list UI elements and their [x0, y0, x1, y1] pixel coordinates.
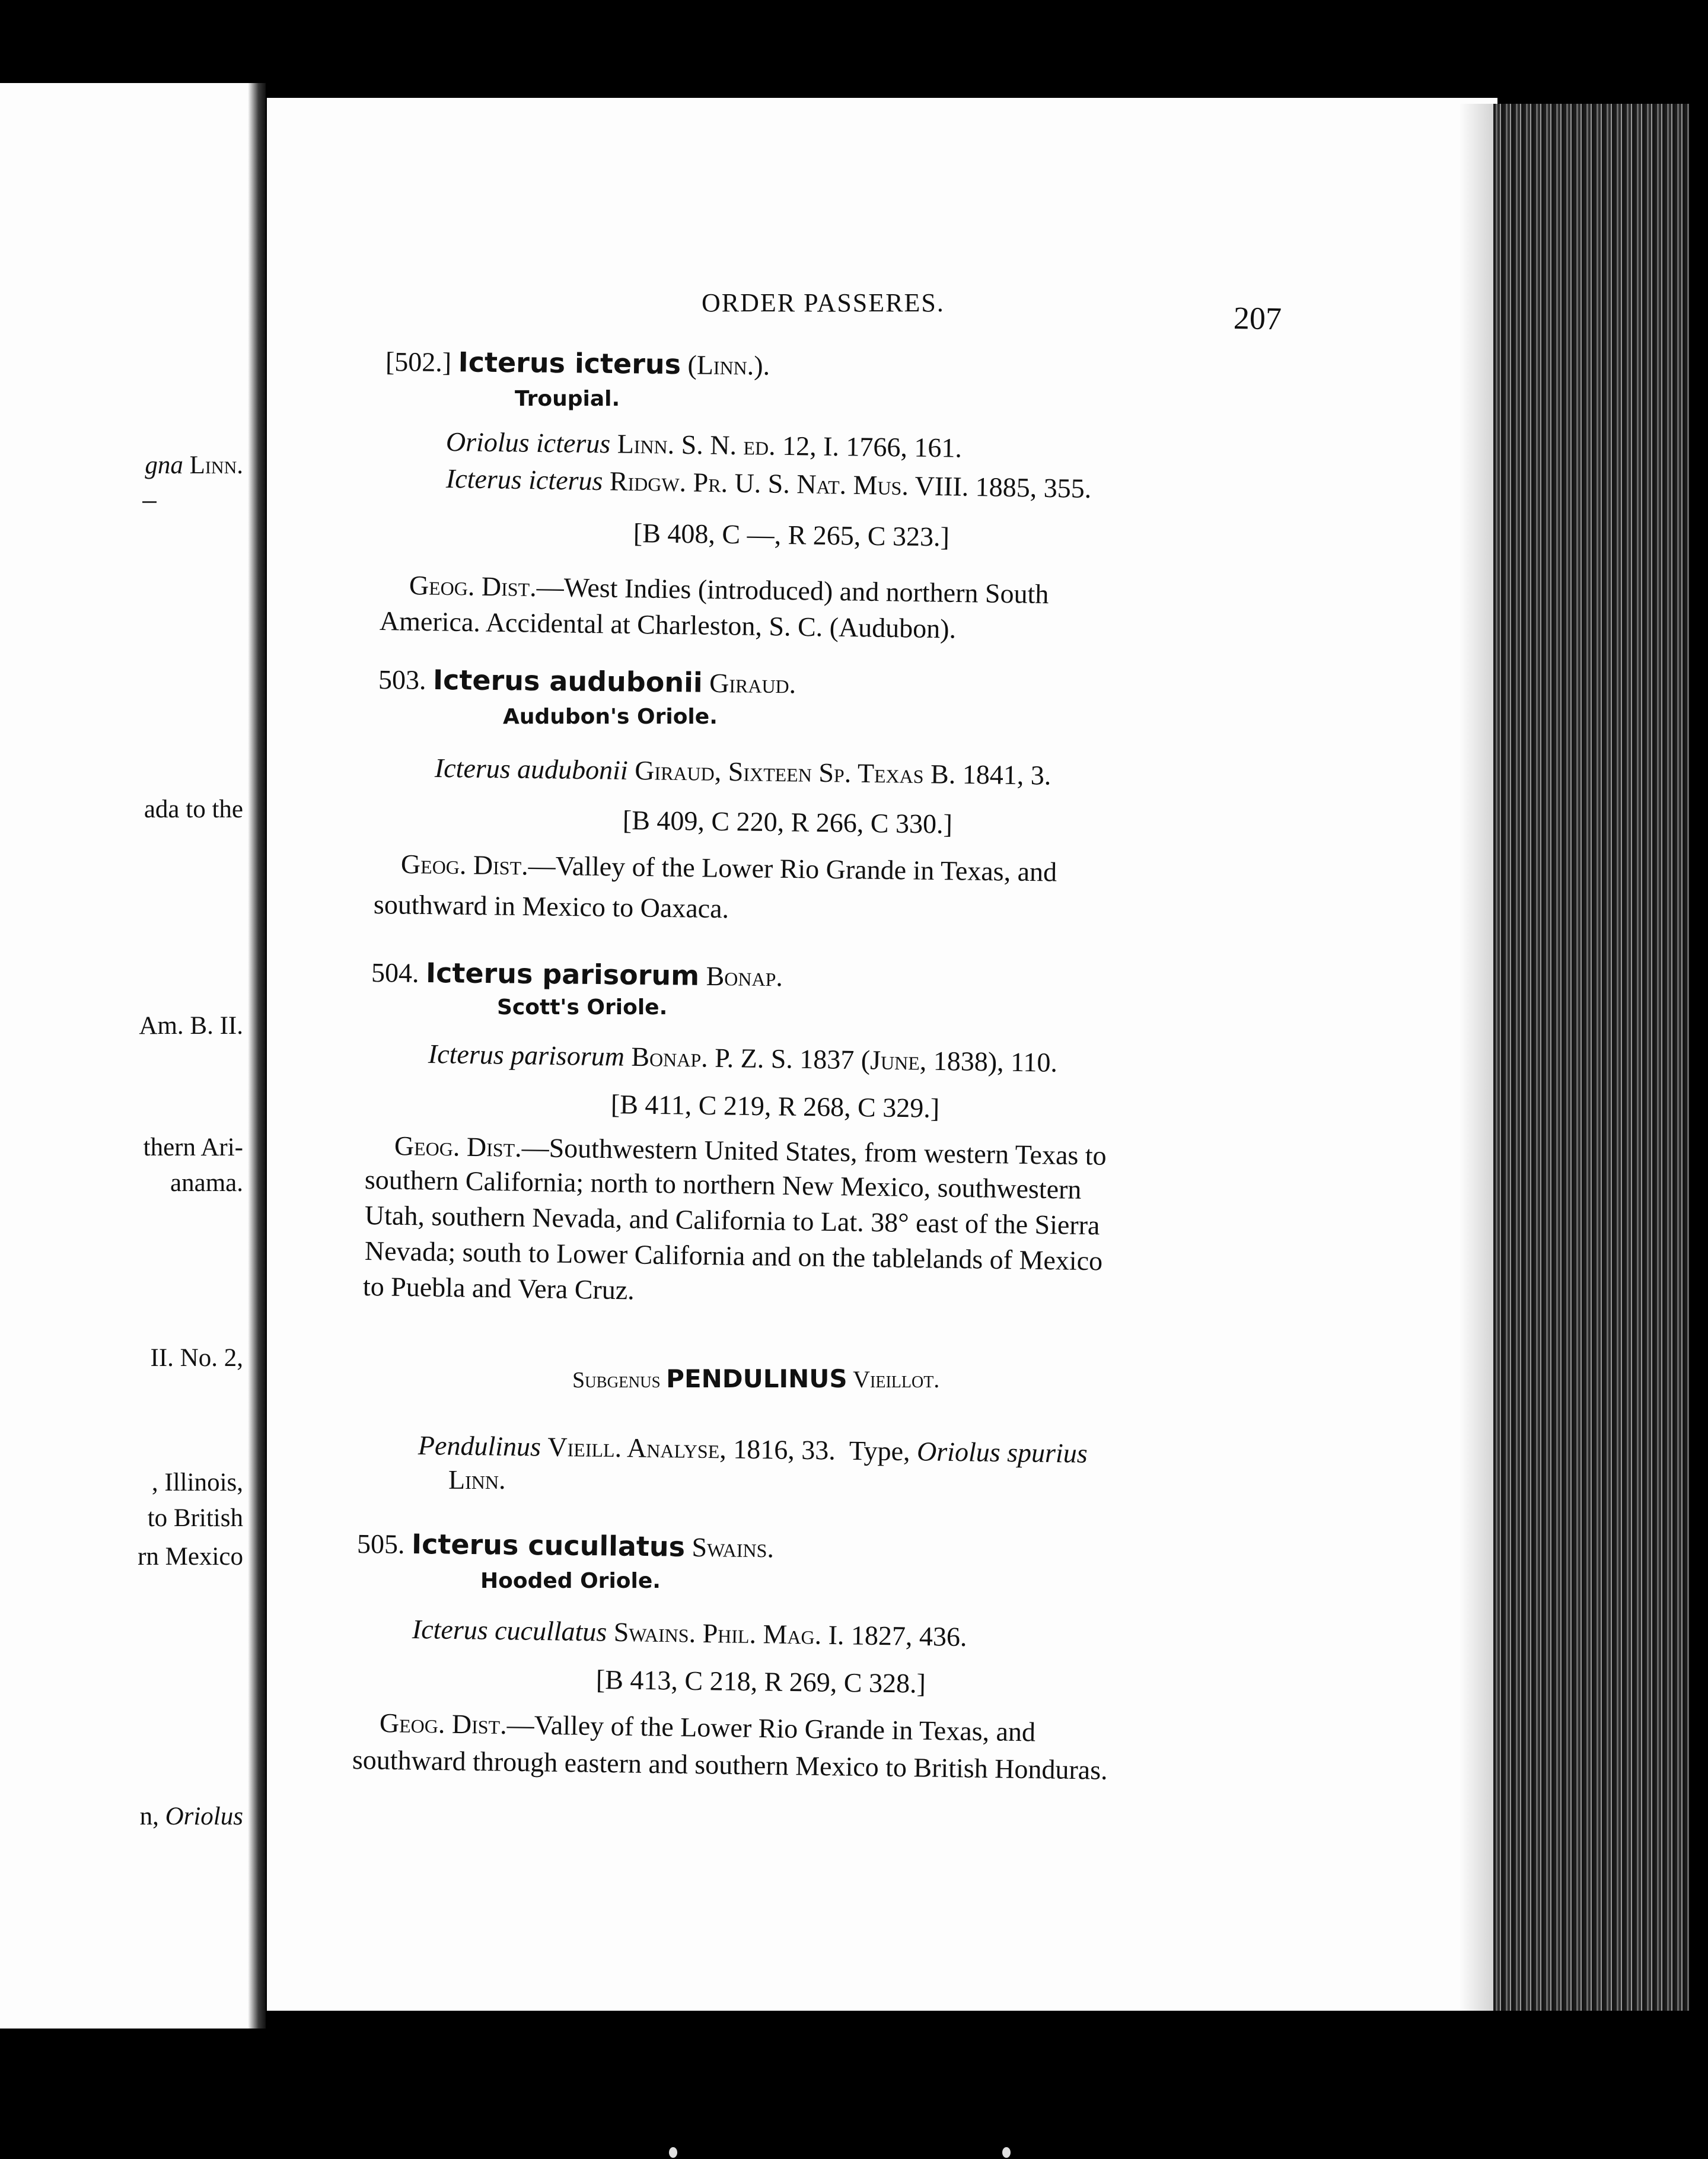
left-fragment: n, Oriolus: [139, 1803, 243, 1830]
distribution-text: America. Accidental at Charleston, S. C. (Audubon).: [379, 606, 957, 644]
common-name: Scott's Oriole.: [497, 995, 668, 1020]
species-name: Icterus icterus: [458, 346, 681, 381]
left-fragment: Am. B. II.: [139, 1012, 243, 1040]
reference-numbers: [B 411, C 219, R 268, C 329.]: [610, 1089, 940, 1123]
distribution-text: to Puebla and Vera Cruz.: [362, 1271, 635, 1305]
distribution-text: southern California; north to northern New Mexico, southwestern: [364, 1164, 1082, 1205]
species-name: Icterus audubonii: [432, 663, 703, 699]
common-name: Troupial.: [515, 387, 620, 411]
ink-mark: [142, 501, 157, 503]
citation: Icterus parisorum Bonap. P. Z. S. 1837 (June, 1838), 110.: [428, 1039, 1058, 1078]
left-fragment: ada to the: [144, 795, 243, 823]
distribution-text: Geog. Dist.—Valley of the Lower Rio Grande in Texas, and: [400, 849, 1057, 887]
distribution-text: Utah, southern Nevada, and California to Lat. 38° east of the Sierra: [364, 1200, 1100, 1241]
page-number: 207: [1233, 300, 1282, 337]
species-heading: 505. Icterus cucullatus Swains.: [356, 1527, 775, 1563]
left-fragment: thern Ari-: [143, 1133, 243, 1161]
species-heading: 504. Icterus parisorum Bonap.: [371, 956, 783, 992]
reference-numbers: [B 409, C 220, R 266, C 330.]: [622, 805, 953, 839]
species-heading: [502.] Icterus icterus (Linn.).: [385, 346, 770, 381]
reference-numbers: [B 408, C —, R 265, C 323.]: [633, 518, 950, 552]
subgenus-heading: Subgenus PENDULINUS Vieillot.: [572, 1364, 940, 1393]
citation: Pendulinus Vieill. Analyse, 1816, 33. Type, Oriolus spurius: [418, 1430, 1088, 1469]
citation: Icterus cucullatus Swains. Phil. Mag. I. 1827, 436.: [412, 1614, 967, 1652]
reference-numbers: [B 413, C 218, R 269, C 328.]: [595, 1664, 926, 1699]
running-title: ORDER PASSERES.: [702, 288, 945, 317]
distribution-text: Nevada; south to Lower California and on the tablelands of Mexico: [364, 1235, 1103, 1276]
citation: Icterus icterus Ridgw. Pr. U. S. Nat. Mus. VIII. 1885, 355.: [445, 463, 1092, 504]
left-fragment: anama.: [170, 1169, 243, 1197]
left-fragment: rn Mexico: [138, 1543, 243, 1571]
species-name: Icterus cucullatus: [411, 1527, 686, 1563]
common-name: Hooded Oriole.: [480, 1569, 661, 1593]
distribution-text: Geog. Dist.—West Indies (introduced) and northern South: [409, 570, 1049, 610]
citation: Icterus audubonii Giraud, Sixteen Sp. Texas B. 1841, 3.: [434, 753, 1051, 791]
species-heading: 503. Icterus audubonii Giraud.: [378, 663, 796, 699]
previous-page: [0, 83, 249, 2029]
left-fragment: to British: [147, 1504, 243, 1532]
distribution-text: southward in Mexico to Oaxaca.: [373, 889, 729, 924]
distribution-text: Geog. Dist.—Valley of the Lower Rio Grande in Texas, and: [379, 1708, 1036, 1747]
left-fragment: gna Linn.: [145, 451, 243, 479]
left-fragment: II. No. 2,: [150, 1344, 243, 1372]
common-name: Audubon's Oriole.: [503, 705, 718, 729]
species-name: Icterus parisorum: [425, 956, 700, 992]
distribution-text: Geog. Dist.—Southwestern United States, from western Texas to: [394, 1131, 1107, 1171]
distribution-text: southward through eastern and southern Mexico to British Honduras.: [352, 1744, 1108, 1785]
citation: Oriolus icterus Linn. S. N. ed. 12, I. 1766, 161.: [445, 426, 963, 463]
film-mark: [1002, 2147, 1011, 2158]
left-fragment: , Illinois,: [151, 1469, 243, 1496]
page-edges: [1493, 104, 1689, 2011]
book-gutter: [248, 83, 266, 2029]
film-mark: [669, 2147, 677, 2158]
citation-author: Linn.: [448, 1464, 506, 1495]
